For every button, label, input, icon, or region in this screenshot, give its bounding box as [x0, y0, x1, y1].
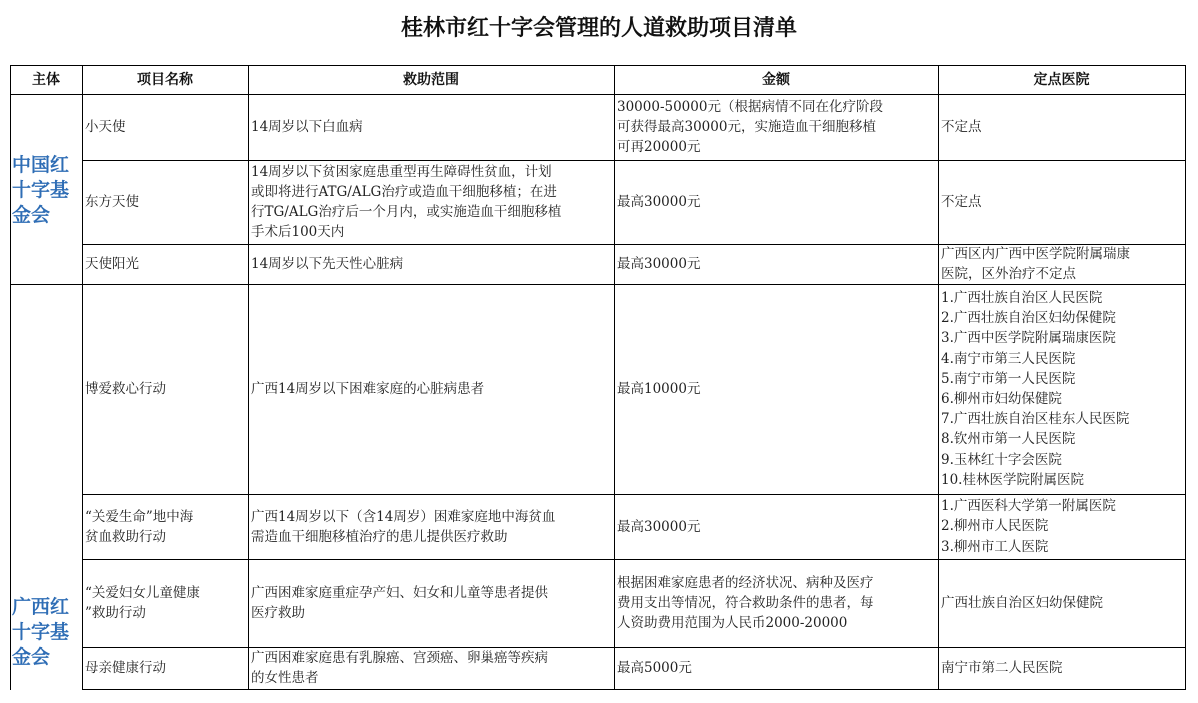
header-hospital: 定点医院: [1033, 71, 1090, 88]
header-org: 主体: [32, 71, 60, 88]
table-row-3-hospital-list: 1.广西壮族自治区人民医院 2.广西壮族自治区妇幼保健院 3.广西中医学院附属瑞康医院 4.南宁市第三人民医院 5.南宁市第一人民医院 6.柳州市妇幼保健院 7.广西壮族自治区桂东人民医院 8.钦州市第一人民医院 9.玉林红十字会医院 10.桂林医学院附属医院: [941, 289, 1130, 488]
table-row-0-hospital: 不定点: [941, 119, 982, 135]
table-row-5-scope: 广西困难家庭重症孕产妇、妇女和儿童等患者提供 医疗救助: [251, 585, 548, 621]
table-row-6-name: 母亲健康行动: [85, 660, 166, 676]
table-row-0-name: 小天使: [85, 119, 126, 135]
table-row-0-scope: 14周岁以下白血病: [251, 119, 363, 135]
table-row-3-scope: 广西14周岁以下困难家庭的心脏病患者: [251, 381, 485, 397]
table-row-2-amount: 最高30000元: [617, 256, 701, 272]
table-row-2-name: 天使阳光: [85, 256, 139, 272]
table-row-2-hospital: 广西区内广西中医学院附属瑞康 医院，区外治疗不定点: [941, 246, 1130, 282]
table-row-5-hospital: 广西壮族自治区妇幼保健院: [941, 595, 1103, 611]
table-row-6-amount: 最高5000元: [617, 660, 692, 676]
table-row-0-amount: 30000-50000元（根据病情不同在化疗阶段 可获得最高30000元，实施造血干细胞移植 可再20000元: [617, 99, 883, 155]
document-title: 桂林市红十字会管理的人道救助项目清单: [400, 15, 797, 41]
table-row-4-name: “关爱生命”地中海 贫血救助行动: [85, 508, 194, 545]
table-row-2-scope: 14周岁以下先天性心脏病: [251, 256, 404, 272]
table-row-1-hospital: 不定点: [941, 194, 982, 210]
table-row-1-scope: 14周岁以下贫困家庭患重型再生障碍性贫血，计划 或即将进行ATG/ALG治疗或造血干细胞移植；在进 行TG/ALG治疗后一个月内，或实施造血干细胞移植 手术后100天内: [251, 164, 562, 240]
table-row-3-name: 博爱救心行动: [85, 381, 166, 397]
table-row-4-amount: 最高30000元: [617, 518, 701, 535]
table-row-5-name: “关爱妇女儿童健康 ”救助行动: [85, 585, 200, 621]
table-row-6-hospital: 南宁市第二人民医院: [941, 660, 1063, 676]
table-row-6-scope: 广西困难家庭患有乳腺癌、宫颈癌、卵巢癌等疾病 的女性患者: [251, 650, 548, 686]
header-amount: 金额: [762, 71, 790, 88]
aid-project-table: [10, 65, 1186, 690]
table-row-1-amount: 最高30000元: [617, 194, 701, 210]
org-china-red-cross-foundation: 中国红 十字基 金会: [12, 153, 70, 226]
table-row-4-scope: 广西14周岁以下（含14周岁）困难家庭地中海贫血 需造血干细胞移植治疗的患儿提供医疗救助: [251, 508, 556, 545]
table-row-4-hospital-list: 1.广西医科大学第一附属医院 2.柳州市人民医院 3.柳州市工人医院: [941, 498, 1116, 555]
header-project-name: 项目名称: [137, 71, 193, 88]
table-row-3-amount: 最高10000元: [617, 381, 701, 397]
header-scope: 救助范围: [403, 71, 459, 88]
org-guangxi-red-cross-foundation: 广西红 十字基 金会: [12, 596, 70, 668]
table-row-1-name: 东方天使: [85, 194, 139, 210]
table-row-5-amount: 根据困难家庭患者的经济状况、病种及医疗 费用支出等情况，符合救助条件的患者，每 人资助费用范围为人民币2000-20000: [617, 575, 874, 631]
